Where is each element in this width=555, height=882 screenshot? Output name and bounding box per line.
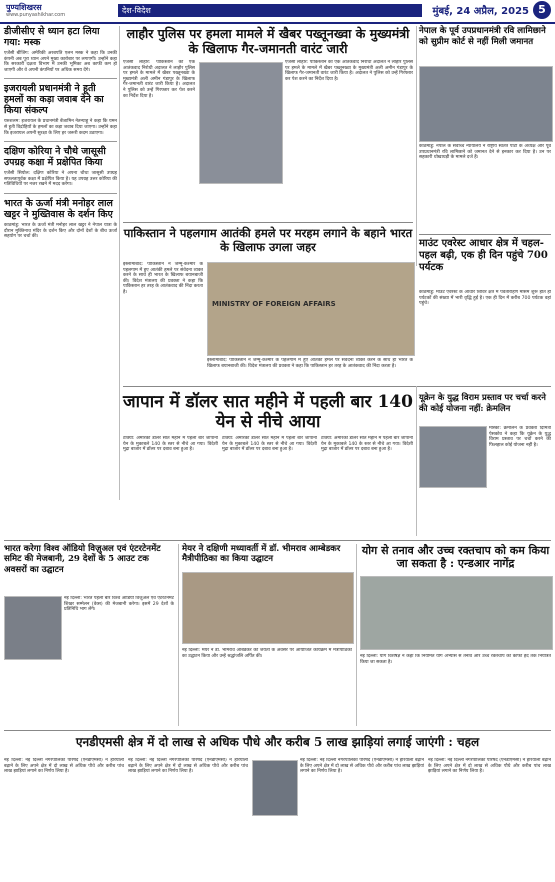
brand-name: पुण्यशिखरस <box>6 3 42 12</box>
masthead <box>0 0 555 24</box>
headline-waves: भारत करेगा विश्व ऑडियो विज़ुअल एवं एंटरटेनमेंट समिट की मेजबानी, 29 देशों के 5 आउट टक अवसरों का उद्घाटन <box>4 544 161 575</box>
story-body-pakistan-cont: इस्लामाबाद: पाकिस्तान ने जम्मू-कश्मीर के पहलगाम में हुए आतंकी हमले पर संवेदना व्यक्त करने के साथ ही भारत के खिलाफ बयानबाजी की। विदेश मंत्रालय की प्रवक्ता ने कहा कि पाकिस्तान हर तरह के आतंकवाद की निंदा करता है। <box>207 358 413 369</box>
headline-lahore: लाहौर पुलिस पर हमला मामले में खैबर पख्तूनख्वा के मुख्यमंत्री के खिलाफ गैर-जमानती वारंट जारी <box>126 26 410 56</box>
story-body-yen-cont2: टोक्यो: अमेरिकी डॉलर सात महीने में पहली बार जापानी येन के मुकाबले 140 के स्तर से नीचे आ गया। विदेशी मुद्रा बाजार में डॉलर पर दबाव बना हुआ है। <box>321 436 413 453</box>
yoga-event-photo <box>360 576 553 650</box>
page-number: 5 <box>533 1 551 19</box>
divider <box>4 730 551 731</box>
headline-yoga: योग से तनाव और उच्च रक्तचाप को कम किया जा सकता है : एन्डआर नागेंद्र <box>361 544 550 570</box>
story-body-yen: टोक्यो: अमेरिकी डॉलर सात महीने में पहली बार जापानी येन के मुकाबले 140 के स्तर से नीचे आ गया। विदेशी मुद्रा बाजार में डॉलर पर दबाव बना हुआ है। <box>123 436 218 453</box>
issue-date: मुंबई, 24 अप्रैल, 2025 <box>432 6 529 17</box>
lamichhane-photo <box>419 66 553 142</box>
story-body-musk: एजेंसी बीजिंग: अमेरिकी अरबपति एलन मस्क ने कहा कि उनकी कंपनी अब पूरा ध्यान अपने मुख्य कारोबार पर लगाएगी। उन्होंने कहा कि सरकारी दक्षता विभाग में उनकी भूमिका अब काफी कम हो जाएगी और वे अपनी कंपनियों पर अधिक समय देंगे। <box>4 51 117 73</box>
peskov-photo <box>419 426 487 488</box>
column-divider <box>178 544 179 726</box>
headline-lamichhane: नेपाल के पूर्व उपप्रधानमंत्री रवि लामिछाने को सुप्रीम कोर्ट से नहीं मिली जमानत <box>419 26 546 47</box>
headline-everest: माउंट एवरेस्ट आधार क्षेत्र में चहल-पहल बढ़ी, एक ही दिन पहुंचे 700 पर्यटक <box>419 238 548 273</box>
headline-musk: डीजीसीए से ध्यान हटा लिया गया: मस्क <box>4 26 100 48</box>
divider <box>4 540 551 541</box>
story-body-khattar: काठमांडू: भारत के ऊर्जा मंत्री मनोहर लाल खट्टर ने नेपाल यात्रा के दौरान मुक्तिनाथ मंदिर के दर्शन किए और दोनों देशों के बीच ऊर्जा सहयोग पर चर्चा की। <box>4 222 117 240</box>
divider <box>4 78 117 79</box>
headline-khattar: भारत के ऊर्जा मंत्री मनोहर लाल खट्टर ने मुख्तिवास के दर्शन किए <box>4 197 113 220</box>
story-body-lamichhane: काठमांडू: नेपाल के सर्वोच्च न्यायालय ने राष्ट्रीय स्वतंत्र पार्टी के अध्यक्ष और पूर्व उपप्रधानमंत्री रवि लामिछाने को जमानत देने से इनकार कर दिया है। उन पर सहकारी धोखाधड़ी के मामले दर्ज हैं। <box>419 144 551 161</box>
headline-pakistan: पाकिस्तान ने पहलगाम आतंकी हमले पर मरहम लगाने के बहाने भारत के खिलाफ उगला जहर <box>123 226 413 254</box>
story-body-ndmc: नई दिल्ली: नई दिल्ली नगरपालिका परिषद (एनडीएमसी) ने हरियाली बढ़ाने के लिए अपने क्षेत्र में दो लाख से अधिक पौधे और करीब पांच लाख झाड़ियां लगाने का निर्णय लिया है। <box>4 758 124 775</box>
headline-kremlin: यूक्रेन के युद्ध विराम प्रस्ताव पर चर्चा करने की कोई योजना नहीं: क्रेमलिन <box>419 392 546 413</box>
headline-ndmc: एनडीएमसी क्षेत्र में दो लाख से अधिक पौधे और करीब 5 लाख झाड़ियां लगाई जाएंगी : चहल <box>75 735 480 749</box>
ambedkar-event-photo <box>182 572 354 644</box>
story-body-lahore-cont: एजेंसी लाहौर: पाकिस्तान की एक आतंकवाद निरोधी अदालत ने लाहौर पुलिस पर हमले के मामले में खैबर पख्तूनख्वा के मुख्यमंत्री अली अमीन गंडापुर के खिलाफ गैर-जमानती वारंट जारी किया है। अदालत ने पुलिस को उन्हें गिरफ्तार कर पेश करने का निर्देश दिया है। <box>285 60 413 82</box>
column-divider <box>416 26 417 266</box>
story-body-israel: यरुशलम: इजरायल के प्रधानमंत्री बेंजामिन नेतन्याहू ने कहा कि यमन से हूती विद्रोहियों के हमलों का कड़ा जवाब दिया जाएगा। उन्होंने कहा कि इजरायल अपनी सुरक्षा के लिए हर जरूरी कदम उठाएगा। <box>4 119 117 136</box>
story-body-ambedkar: नई दिल्ली: मेयर ने डॉ. भीमराव आंबेडकर की जयंती के अवसर पर आयोजित कार्यक्रम में मैत्रीपीठिका का उद्घाटन किया और उन्हें श्रद्धांजलि अर्पित की। <box>182 648 352 659</box>
headline-israel: इजरायली प्रधानमंत्री ने हूती हमलों का कड़ा जवाब देने का किया संकल्प <box>4 83 104 117</box>
story-body-pakistan: इस्लामाबाद: पाकिस्तान ने जम्मू-कश्मीर के पहलगाम में हुए आतंकी हमले पर संवेदना व्यक्त करने के साथ ही भारत के खिलाफ बयानबाजी की। विदेश मंत्रालय की प्रवक्ता ने कहा कि पाकिस्तान हर तरह के आतंकवाद की निंदा करता है। <box>123 262 203 295</box>
left-column <box>4 26 117 245</box>
ministry-sign-text: MINISTRY OF FOREIGN AFFAIRS <box>212 300 336 308</box>
divider <box>4 193 117 194</box>
chahal-photo <box>252 760 298 816</box>
story-body-korea: एजेंसी सियोल: दक्षिण कोरिया ने अपना चौथा जासूसी उपग्रह सफलतापूर्वक कक्षा में प्रक्षेपित किया है। यह उपग्रह उत्तर कोरिया की गतिविधियों पर नजर रखने में मदद करेगा। <box>4 171 117 188</box>
story-body-ndmc-cont: नई दिल्ली: नई दिल्ली नगरपालिका परिषद (एनडीएमसी) ने हरियाली बढ़ाने के लिए अपने क्षेत्र में दो लाख से अधिक पौधे और करीब पांच लाख झाड़ियां लगाने का निर्णय लिया है। <box>128 758 248 775</box>
waves-photo <box>4 596 62 660</box>
divider <box>123 386 551 387</box>
column-divider <box>416 386 417 536</box>
headline-yen: जापान में डॉलर सात महीने में पहली बार 140 येन से नीचे आया <box>123 392 413 432</box>
story-body-yen-cont: टोक्यो: अमेरिकी डॉलर सात महीने में पहली बार जापानी येन के मुकाबले 140 के स्तर से नीचे आ गया। विदेशी मुद्रा बाजार में डॉलर पर दबाव बना हुआ है। <box>222 436 317 453</box>
column-divider <box>356 544 357 726</box>
headline-korea: दक्षिण कोरिया ने चौथे जासूसी उपग्रह कक्षा में प्रक्षेपित किया <box>4 146 106 169</box>
story-body-lahore: एजेंसी लाहौर: पाकिस्तान की एक आतंकवाद निरोधी अदालत ने लाहौर पुलिस पर हमले के मामले में खैबर पख्तूनख्वा के मुख्यमंत्री अली अमीन गंडापुर के खिलाफ गैर-जमानती वारंट जारी किया है। अदालत ने पुलिस को उन्हें गिरफ्तार कर पेश करने का निर्देश दिया है। <box>123 60 195 99</box>
divider <box>419 234 551 235</box>
divider <box>4 141 117 142</box>
divider <box>123 222 413 223</box>
section-title: देश-विदेश <box>118 4 422 17</box>
column-divider <box>119 26 120 500</box>
story-body-kremlin: मॉस्को: क्रेमलिन के प्रवक्ता दिमित्री पेसकोव ने कहा कि यूक्रेन के युद्ध विराम प्रस्ताव पर चर्चा करने की फिलहाल कोई योजना नहीं है। <box>489 426 551 448</box>
story-body-waves: नई दिल्ली: भारत पहली बार विश्व ऑडियो विजुअल एवं एंटरटेनमेंट शिखर सम्मेलन (वेव्स) की मेजबानी करेगा। इसमें 29 देशों के प्रतिनिधि भाग लेंगे। <box>64 596 174 613</box>
story-body-everest: काठमांडू: माउंट एवरेस्ट के आधार शिविर क्षेत्र में पर्वतारोहण मौसम शुरू होते ही पर्यटकों की संख्या में भारी वृद्धि हुई है। एक ही दिन में करीब 700 पर्यटक वहां पहुंचे। <box>419 290 551 307</box>
story-body-ndmc-cont2: नई दिल्ली: नई दिल्ली नगरपालिका परिषद (एनडीएमसी) ने हरियाली बढ़ाने के लिए अपने क्षेत्र में दो लाख से अधिक पौधे और करीब पांच लाख झाड़ियां लगाने का निर्णय लिया है। <box>300 758 424 775</box>
foreign-ministry-photo <box>207 262 415 356</box>
gandapur-photo <box>199 62 283 184</box>
story-body-ndmc-cont3: नई दिल्ली: नई दिल्ली नगरपालिका परिषद (एनडीएमसी) ने हरियाली बढ़ाने के लिए अपने क्षेत्र में दो लाख से अधिक पौधे और करीब पांच लाख झाड़ियां लगाने का निर्णय लिया है। <box>428 758 551 775</box>
headline-ambedkar: मेयर ने दक्षिणी मध्यावर्ती में डॉ. भीमराव आम्बेडकर मैत्रीपीठिका का किया उद्घाटन <box>182 544 341 565</box>
story-body-yoga: नई दिल्ली: योग विशेषज्ञ ने कहा कि नियमित योग अभ्यास से तनाव और उच्च रक्तचाप को काफी हद तक नियंत्रित किया जा सकता है। <box>360 654 551 665</box>
brand-url: www.punyashikhar.com <box>6 12 66 18</box>
